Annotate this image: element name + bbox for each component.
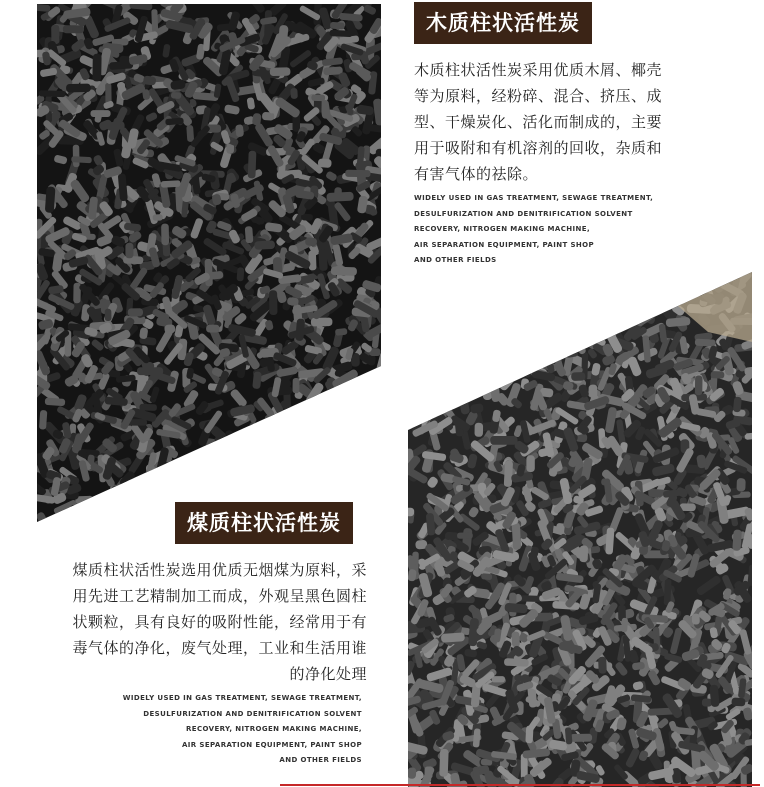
- wood-desc-line: 木质柱状活性炭采用优质木屑、椰壳: [414, 61, 663, 79]
- wood-desc-line: 等为原料，经粉碎、混合、挤压、成: [414, 87, 663, 105]
- coal-en-line: WIDELY USED IN GAS TREATMENT, SEWAGE TREATMENT,: [122, 694, 362, 702]
- wood-en-line: AND OTHER FIELDS: [414, 256, 497, 264]
- wood-section-title: [414, 2, 592, 44]
- coal-section-title: [175, 502, 353, 544]
- coal-en-line: AND OTHER FIELDS: [279, 756, 362, 764]
- coal-section-english-text: [100, 691, 362, 769]
- coal-section-description: [55, 557, 367, 687]
- bottom-divider: [280, 784, 760, 786]
- coal-desc-line: 毒气体的净化，废气处理，工业和生活用谁: [72, 639, 367, 657]
- wood-desc-line: 用于吸附和有机溶剂的回收，杂质和: [414, 139, 663, 157]
- coal-activated-carbon-photo: [408, 272, 752, 787]
- coal-desc-line: 煤质柱状活性炭选用优质无烟煤为原料，采: [72, 561, 367, 579]
- coal-pellets-image: [408, 272, 752, 787]
- coal-en-line: AIR SEPARATION EQUIPMENT, PAINT SHOP: [181, 740, 362, 749]
- wood-desc-line: 型、干燥炭化、活化而制成的，主要: [414, 113, 663, 131]
- coal-section-title-text: 煤质柱状活性炭: [187, 511, 341, 535]
- wood-section-description: [414, 57, 676, 187]
- wood-activated-carbon-photo: [37, 4, 381, 522]
- coal-desc-line: 用先进工艺精制加工而成，外观呈黑色圆柱: [72, 587, 367, 605]
- wood-en-line: RECOVERY, NITROGEN MAKING MACHINE,: [414, 225, 591, 233]
- wood-desc-line: 有害气体的祛除。: [414, 165, 539, 183]
- coal-desc-line: 的净化处理: [289, 665, 367, 683]
- wood-en-line: WIDELY USED IN GAS TREATMENT, SEWAGE TREATMENT,: [414, 194, 654, 202]
- coal-en-line: RECOVERY, NITROGEN MAKING MACHINE,: [185, 725, 362, 733]
- coal-desc-line: 状颗粒，具有良好的吸附性能，经常用于有: [72, 613, 367, 631]
- wood-en-line: DESULFURIZATION AND DENITRIFICATION SOLVENT: [414, 209, 633, 218]
- wood-section-english-text: [414, 191, 714, 269]
- wood-en-line: AIR SEPARATION EQUIPMENT, PAINT SHOP: [414, 240, 595, 249]
- coal-en-line: DESULFURIZATION AND DENITRIFICATION SOLVENT: [143, 709, 362, 718]
- wood-pellets-image: [37, 4, 381, 522]
- wood-section-title-text: 木质柱状活性炭: [426, 11, 580, 35]
